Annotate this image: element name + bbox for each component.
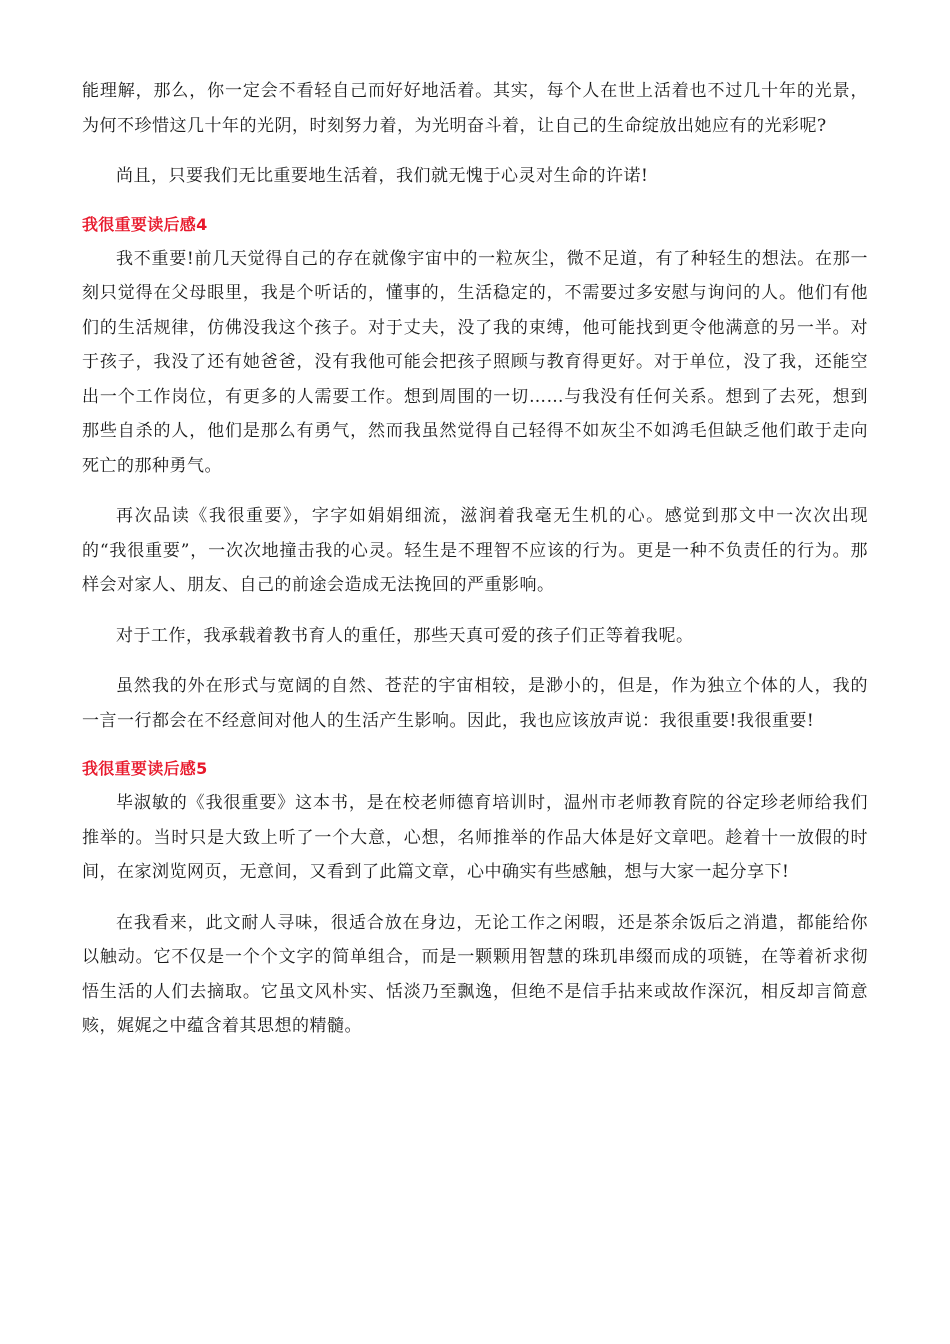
paragraph-reread: 再次品读《我很重要》，字字如娟娟细流，滋润着我毫无生机的心。感觉到那文中一次次出现的“我很重要”，一次次地撞击我的心灵。轻生是不理智不应该的行为。更是一种不负责任的行为。那样会对家人、朋友、自己的前途会造成无法挽回的严重影响。 bbox=[82, 506, 868, 595]
paragraph-opinion: 在我看来，此文耐人寻味，很适合放在身边，无论工作之闲暇，还是茶余饭后之消遣，都能给你以触动。它不仅是一个个文字的简单组合，而是一颗颗用智慧的珠玑串缀而成的项链，在等着祈求彻悟生活的人们去摘取。它虽文风朴实、恬淡乃至飘逸，但绝不是信手拈来或故作深沉，相反却言简意赅，娓娓之中蕴含着其思想的精髓。 bbox=[82, 912, 868, 1036]
paragraph-book-intro: 毕淑敏的《我很重要》这本书，是在校老师德育培训时，温州市老师教育院的谷定珍老师给我们推举的。当时只是大致上听了一个大意，心想，名师推举的作品大体是好文章吧。趁着十一放假的时间，在家浏览网页，无意间，又看到了此篇文章，心中确实有些感触，想与大家一起分享下! bbox=[82, 793, 868, 882]
paragraph-work: 对于工作，我承载着教书育人的重任，那些天真可爱的孩子们正等着我呢。 bbox=[116, 625, 694, 646]
document-page bbox=[82, 74, 868, 1060]
section-heading-4: 我很重要读后感4 bbox=[82, 214, 208, 234]
section-heading-5: 我很重要读后感5 bbox=[82, 759, 208, 778]
paragraph-not-important: 我不重要!前几天觉得自己的存在就像宇宙中的一粒灰尘，微不足道，有了种轻生的想法。在那一刻只觉得在父母眼里，我是个听话的，懂事的，生活稳定的，不需要过多安慰与询问的人。他们有他们的生活规律，仿佛没我这个孩子。对于丈夫，没了我的束缚，他可能找到更令他满意的另一半。对于孩子，我没了还有她爸爸，没有我他可能会把孩子照顾与教育得更好。对于单位，没了我，还能空出一个工作岗位，有更多的人需要工作。想到周围的一切……与我没有任何关系。想到了去死，想到那些自杀的人，他们是那么有勇气，然而我虽然觉得自己轻得不如灰尘不如鸿毛但缺乏他们敢于走向死亡的那种勇气。 bbox=[82, 248, 868, 476]
paragraph-i-am-important: 虽然我的外在形式与宽阔的自然、苍茫的宇宙相较，是渺小的，但是，作为独立个体的人，我的一言一行都会在不经意间对他人的生活产生影响。因此，我也应该放声说：我很重要!我很重要! bbox=[82, 676, 868, 731]
paragraph-promise: 尚且，只要我们无比重要地生活着，我们就无愧于心灵对生命的许诺! bbox=[116, 166, 649, 186]
paragraph-continuation: 能理解，那么，你一定会不看轻自己而好好地活着。其实，每个人在世上活着也不过几十年的光景，为何不珍惜这几十年的光阴，时刻努力着，为光明奋斗着，让自己的生命绽放出她应有的光彩呢? bbox=[82, 81, 868, 136]
